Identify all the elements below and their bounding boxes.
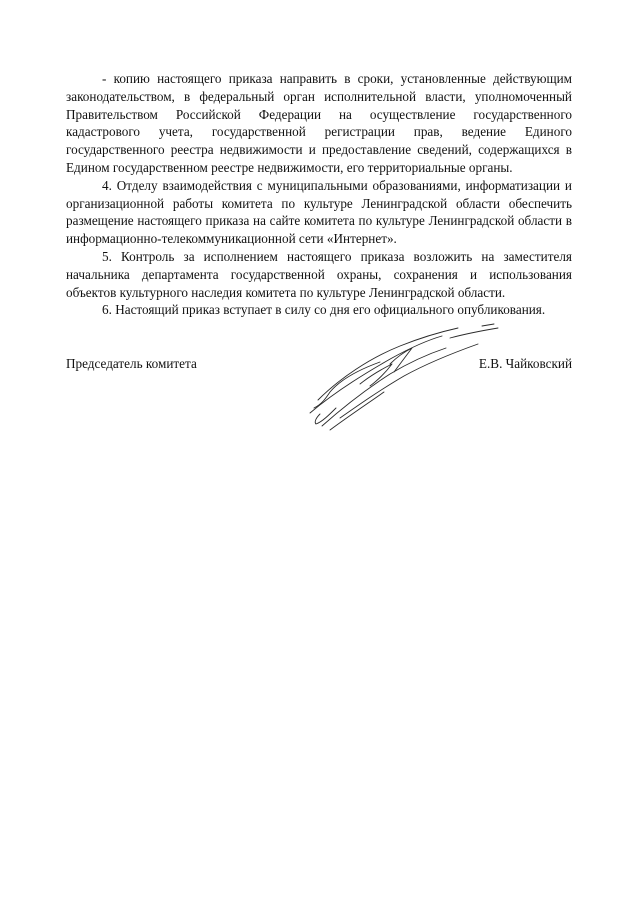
paragraph-copy-distribution: - копию настоящего приказа направить в сроки, установленные действующим законодательством, в федеральный орган исполнительной власти, уполномоченный Правительством Российской Федерации на осуществление государственного кадастрового учета, государственной регистрации прав, ведение Единого государственного реестра недвижимости и предоставление сведений, содержащихся в Едином государственном реестре недвижимости, его территориальные органы. — [66, 71, 572, 175]
signatory-name: Е.В. Чайковский — [478, 356, 572, 371]
paragraph-item-6: 6. Настоящий приказ вступает в силу со дня его официального опубликования. — [102, 302, 546, 318]
paragraph-item-4: 4. Отделу взаимодействия с муниципальными образованиями, информатизации и организационной работы комитета по культуре Ленинградской области обеспечить размещение настоящего приказа на сайте комитета по культуре Ленинградской области в информационно-телекоммуникационной сети «Интернет». — [66, 177, 572, 247]
signatory-position: Председатель комитета — [66, 356, 197, 371]
handwritten-signature-icon — [300, 318, 510, 433]
paragraph-item-5: 5. Контроль за исполнением настоящего приказа возложить на заместителя начальника департамента государственной охраны, сохранения и использования объектов культурного наследия комитета по культуре Ленинградской области. — [66, 248, 572, 300]
document-body — [66, 70, 572, 319]
